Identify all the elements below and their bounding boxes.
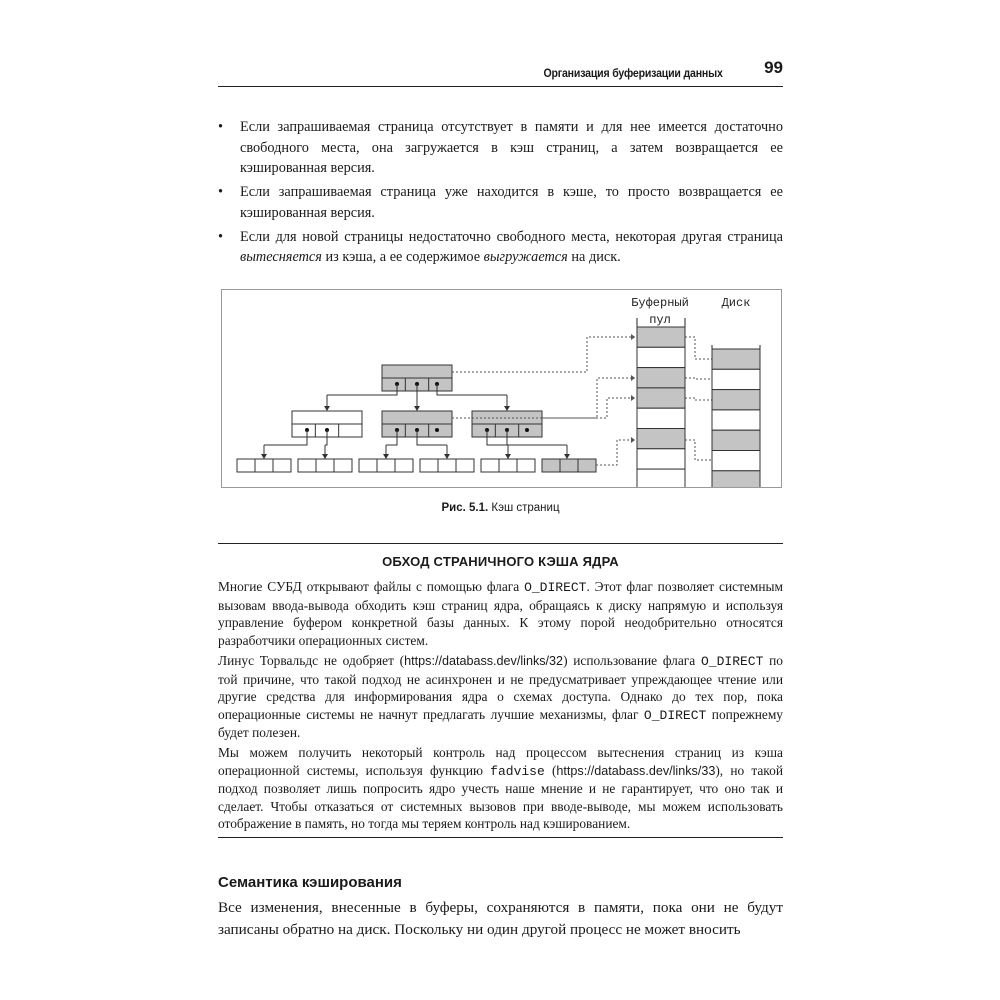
sidebar-box [218,543,783,838]
cache-link-head [631,334,635,340]
text-run: по той причине, что такой подход не асинхронен и не предусматривает упреждающее чтение или другие средства для информирования ядра о схемах доступа. Однако до тех пор, пока операционные системы не начнут предлагать лучшие механизмы, флаг [218,653,783,722]
bullet-marker: • [218,228,224,245]
inner-node-top [472,411,542,424]
disk-slot [712,390,760,410]
code-odirect: O_DIRECT [643,707,707,723]
disk-slot [712,349,760,369]
cache-link [452,337,635,372]
emphasis-evicted: вытесняется [240,249,322,265]
section-heading: Семантика кэширования [218,874,402,891]
bullet-text-part: Если для новой страницы недостаточно свободного места, некоторая другая страница [240,228,783,245]
cache-link-head [631,395,635,401]
bullet-text [240,229,783,266]
link-33[interactable]: https://databass.dev/links/33 [556,763,716,778]
text-run: ), но такой подход позволяет лишь попросить ядро учесть наше мнение и не гарантирует, что оно так и сделает. Чтобы отказаться от системных вызовов при вводе-выводе, мы можем использовать отображение в память, но тогда мы теряем контроль над кэшированием. [218,762,783,832]
page-number: 99 [764,58,783,77]
pool-slot [637,368,685,388]
body-paragraph: Все изменения, внесенные в буферы, сохраняются в памяти, пока они не будут записаны обратно на диск. Поскольку ни один другой процесс не может вносить [218,899,783,938]
tree-edge-arrow-head [504,406,510,411]
tree-edge-arrow-head [322,454,328,459]
bullet-marker: • [218,184,224,200]
leaf-node [542,459,596,472]
leaf-node [237,459,291,472]
tree-edge-arrow-head [383,454,389,459]
running-title: Организация буферизации данных [543,66,723,80]
sidebar-paragraph [218,744,783,833]
figure-caption [218,502,783,514]
disk-slot [712,369,760,389]
bullet-list [218,117,783,271]
tree-edge-arrow-head [324,406,330,411]
flush-link [685,378,712,379]
tree-edge-arrow-head [414,406,420,411]
pool-slot [637,327,685,347]
text-run: Линус Торвальдс не одобряет ( [218,653,405,668]
pool-slot [637,347,685,367]
bullet-item [218,227,783,268]
flush-link [685,398,712,400]
code-odirect: O_DIRECT [700,654,764,669]
cache-link-head [631,437,635,443]
disk-label: Диск [721,296,751,310]
sidebar-title: ОБХОД СТРАНИЧНОГО КЭША ЯДРА [382,554,619,569]
code-odirect: O_DIRECT [524,580,587,595]
pool-slot [637,388,685,408]
bullet-text-part: Если запрашиваемая страница уже находится в кэше, то просто возвращается ее кэшированная версия. [240,184,783,221]
bullet-text-part: на диск. [567,249,621,265]
flush-link [685,440,712,460]
buffer-pool-label-2: пул [649,313,671,327]
page-cache-diagram [222,290,781,487]
bullet-text-part: Если запрашиваемая страница отсутствует в памяти и для нее имеется достаточно свободного места, она загружается в кэш страниц, а затем возвращается ее кэшированная версия. [240,119,783,176]
pool-slot [637,469,685,487]
figure-caption-label: Рис. 5.1. [441,502,489,514]
bullet-item [218,182,783,223]
text-run: ) использование флага [563,653,701,668]
bullet-marker: • [218,119,224,135]
text-run: Многие СУБД открывают файлы с помощью флага [218,579,525,594]
root-node-top [382,365,452,378]
text-run: . Этот флаг позволяет системным вызовам ввода-вывода обходить кэш страниц ядра, обращаясь к диску напрямую и используя управление буфером конкретной базы данных. К этому порой неодобрительно относятся разработчики операционных систем. [218,579,783,648]
tree-edge-arrow-head [564,454,570,459]
leaf-node [420,459,474,472]
sidebar-paragraph [218,652,783,742]
link-32[interactable]: https://databass.dev/links/32 [404,654,564,668]
buffer-pool-label: Буферный [631,296,689,310]
inner-node-top [382,411,452,424]
disk-slot [712,451,760,471]
tree-edge-arrow-head [444,454,450,459]
bullet-text-part: из кэша, а ее содержимое [321,249,484,265]
pool-slot [637,429,685,449]
disk-slot [712,471,760,487]
disk-slot [712,430,760,450]
tree-edge-arrow-head [505,454,511,459]
leaf-node [359,459,413,472]
sidebar-paragraph [218,578,783,649]
text-run: ( [544,762,557,778]
inner-node-pointer [525,428,529,432]
cache-link [596,440,635,465]
running-header [218,60,783,87]
inner-node-top [292,411,362,424]
bullet-text [240,184,783,221]
flush-link [685,337,712,359]
cache-link-head [631,375,635,381]
tree-edge-arrow-head [261,454,267,459]
pool-slot [637,408,685,428]
page-cache-figure [221,289,782,488]
code-fadvise: fadvise [490,763,545,779]
leaf-node [481,459,535,472]
text-run: Мы можем получить некоторый контроль над процессом вытеснения страниц из кэша операционной системы, используя функцию [218,745,783,778]
buffer-pool [637,318,685,487]
emphasis-flushed: выгружается [483,249,568,265]
leaf-node [298,459,352,472]
disk [712,345,760,487]
pool-slot [637,449,685,469]
figure-caption-text: Кэш страниц [491,502,560,514]
text-run: попрежнему будет полезен. [218,706,783,741]
bullet-item [218,117,783,179]
bullet-text [240,119,783,176]
disk-slot [712,410,760,430]
inner-node-pointer [435,428,439,432]
